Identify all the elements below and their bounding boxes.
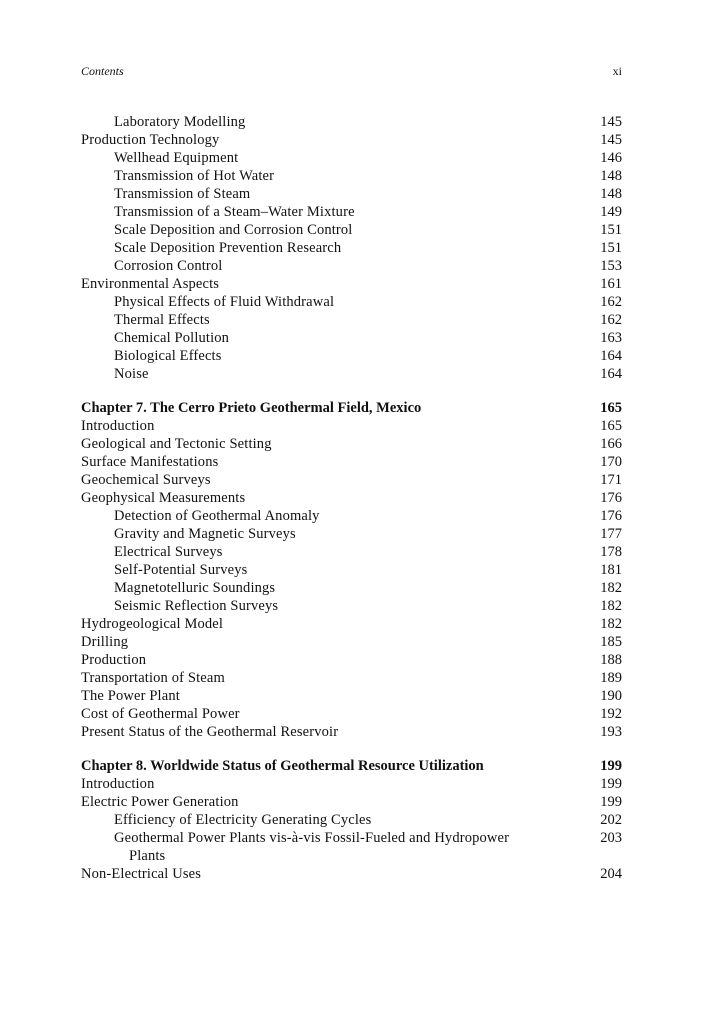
toc-entry [81, 723, 622, 741]
toc-entry-page: 164 [600, 366, 622, 382]
toc-entry-page: 188 [600, 652, 622, 668]
toc-entry-title: Transmission of Steam [114, 186, 251, 202]
toc-entry [81, 185, 622, 203]
toc-entry [81, 793, 622, 811]
toc-entry-page: 161 [600, 276, 622, 292]
toc-entry-title: Transmission of Hot Water [114, 168, 275, 184]
toc-entry [81, 633, 622, 651]
toc-entry-title: Physical Effects of Fluid Withdrawal [114, 294, 335, 310]
toc-entry-title: Production [81, 652, 147, 668]
toc-entry [81, 525, 622, 543]
toc-entry-page: 164 [600, 348, 622, 364]
toc-entry-page: 145 [600, 114, 622, 130]
toc-entry [81, 597, 622, 615]
toc-entry [81, 561, 622, 579]
toc-entry-title: Environmental Aspects [81, 276, 220, 292]
toc-entry [81, 293, 622, 311]
toc-entry [81, 507, 622, 525]
page-number: xi [612, 64, 622, 78]
toc-entry-title: Laboratory Modelling [114, 114, 246, 130]
toc-entry-title: Noise [114, 366, 149, 382]
toc-entry-page: 204 [600, 866, 622, 882]
toc-entry-title: Geological and Tectonic Setting [81, 436, 272, 452]
toc-entry-page: 162 [600, 312, 622, 328]
chapter-8-heading [81, 757, 622, 775]
toc-entry [81, 543, 622, 561]
running-head-title: Contents [81, 64, 124, 78]
toc-entry-page: 182 [600, 580, 622, 596]
table-of-contents [81, 113, 622, 883]
toc-entry [81, 221, 622, 239]
toc-entry-page: 163 [600, 330, 622, 346]
toc-entry-title-line2: Plants [129, 848, 166, 864]
toc-entry-title: Wellhead Equipment [114, 150, 239, 166]
toc-entry-page: 190 [600, 688, 622, 704]
chapter-title: Chapter 7. The Cerro Prieto Geothermal Field, Mexico [81, 400, 422, 416]
toc-entry-page: 145 [600, 132, 622, 148]
toc-entry-page: 185 [600, 634, 622, 650]
toc-entry [81, 131, 622, 149]
toc-entry [81, 417, 622, 435]
chapter-page: 199 [600, 758, 622, 774]
toc-entry-page: 146 [600, 150, 622, 166]
running-head [81, 64, 622, 82]
toc-entry-title: Corrosion Control [114, 258, 223, 274]
toc-entry [81, 651, 622, 669]
toc-entry [81, 775, 622, 793]
toc-entry-title: Magnetotelluric Soundings [114, 580, 276, 596]
toc-entry-title: Detection of Geothermal Anomaly [114, 508, 320, 524]
toc-entry-page: 192 [600, 706, 622, 722]
toc-entry-title: Non-Electrical Uses [81, 866, 202, 882]
toc-entry-title: Hydrogeological Model [81, 616, 224, 632]
toc-entry-page: 176 [600, 490, 622, 506]
toc-entry-page: 193 [600, 724, 622, 740]
toc-entry [81, 471, 622, 489]
toc-entry-page: 170 [600, 454, 622, 470]
toc-entry [81, 453, 622, 471]
toc-entry [81, 257, 622, 275]
toc-entry-title: Gravity and Magnetic Surveys [114, 526, 296, 542]
toc-entry-page: 177 [600, 526, 622, 542]
toc-entry [81, 347, 622, 365]
toc-entry [81, 865, 622, 883]
toc-entry-title: Present Status of the Geothermal Reservoir [81, 724, 339, 740]
toc-entry-page: 148 [600, 186, 622, 202]
toc-entry-page: 199 [600, 794, 622, 810]
toc-entry-page: 181 [600, 562, 622, 578]
toc-entry [81, 669, 622, 687]
toc-entry-page: 165 [600, 418, 622, 434]
toc-entry [81, 149, 622, 167]
toc-entry [81, 239, 622, 257]
toc-entry [81, 579, 622, 597]
toc-entry-title: Geochemical Surveys [81, 472, 211, 488]
toc-entry-title: Cost of Geothermal Power [81, 706, 240, 722]
toc-entry-title: Production Technology [81, 132, 220, 148]
toc-entry-title: Scale Deposition Prevention Research [114, 240, 342, 256]
toc-entry-page: 151 [600, 222, 622, 238]
toc-entry [81, 275, 622, 293]
toc-entry [81, 113, 622, 131]
toc-entry-title: Self-Potential Surveys [114, 562, 248, 578]
toc-entry-title-line1: Geothermal Power Plants vis-à-vis Fossil-Fueled and Hydropower [114, 830, 510, 846]
toc-entry-title: Introduction [81, 418, 155, 434]
chapter-7-heading [81, 399, 622, 417]
toc-entry-title: Transmission of a Steam–Water Mixture [114, 204, 355, 220]
toc-entry-title: Chemical Pollution [114, 330, 230, 346]
toc-entry-title: Geophysical Measurements [81, 490, 246, 506]
toc-entry-title: Surface Manifestations [81, 454, 219, 470]
toc-entry-page: 148 [600, 168, 622, 184]
toc-entry-page: 189 [600, 670, 622, 686]
toc-entry [81, 829, 622, 865]
toc-entry-title: Introduction [81, 776, 155, 792]
chapter-page: 165 [600, 400, 622, 416]
toc-entry-page: 166 [600, 436, 622, 452]
toc-entry [81, 489, 622, 507]
toc-entry [81, 435, 622, 453]
toc-entry [81, 203, 622, 221]
toc-entry-page: 202 [600, 812, 622, 828]
toc-entry-title: Drilling [81, 634, 129, 650]
toc-entry-page: 149 [600, 204, 622, 220]
toc-entry-page: 171 [600, 472, 622, 488]
toc-entry-title: Transportation of Steam [81, 670, 225, 686]
toc-entry-title: Thermal Effects [114, 312, 210, 328]
toc-entry [81, 329, 622, 347]
toc-entry-title: The Power Plant [81, 688, 180, 704]
toc-entry-title: Electric Power Generation [81, 794, 239, 810]
toc-entry-title: Scale Deposition and Corrosion Control [114, 222, 353, 238]
toc-entry-page: 182 [600, 598, 622, 614]
toc-entry [81, 811, 622, 829]
toc-entry [81, 311, 622, 329]
toc-entry-title: Biological Effects [114, 348, 222, 364]
toc-entry [81, 615, 622, 633]
toc-entry-page: 176 [600, 508, 622, 524]
toc-entry-title [114, 829, 554, 865]
toc-entry [81, 167, 622, 185]
toc-entry-page: 203 [600, 830, 622, 846]
toc-entry-title: Seismic Reflection Surveys [114, 598, 279, 614]
toc-entry-page: 153 [600, 258, 622, 274]
toc-entry-page: 178 [600, 544, 622, 560]
toc-entry [81, 687, 622, 705]
toc-entry [81, 365, 622, 383]
chapter-title: Chapter 8. Worldwide Status of Geothermal Resource Utilization [81, 758, 484, 774]
toc-entry-page: 182 [600, 616, 622, 632]
toc-entry-page: 162 [600, 294, 622, 310]
toc-entry-title: Electrical Surveys [114, 544, 223, 560]
toc-entry-title: Efficiency of Electricity Generating Cycles [114, 812, 372, 828]
toc-entry [81, 705, 622, 723]
toc-entry-page: 199 [600, 776, 622, 792]
toc-entry-page: 151 [600, 240, 622, 256]
